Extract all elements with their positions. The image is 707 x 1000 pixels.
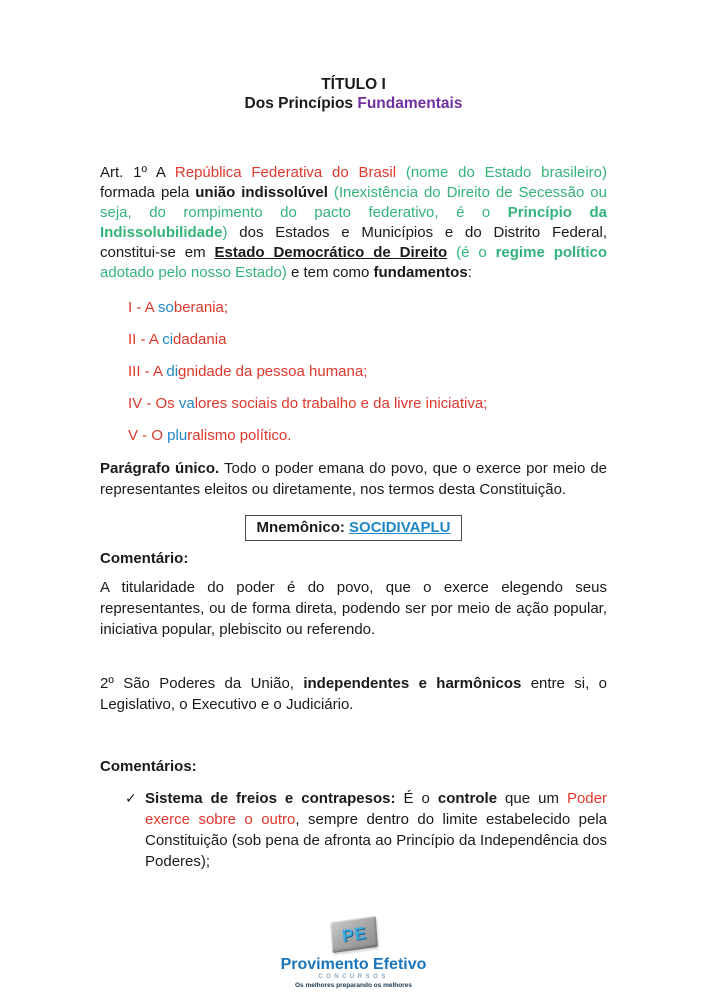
list-item	[128, 426, 607, 446]
text-run: :	[467, 264, 472, 281]
text-run: Princípio da Indissolubilidade	[100, 204, 607, 241]
text-run: Fundamentais	[357, 95, 463, 112]
text-run: formada pela	[100, 184, 196, 201]
text-run: dos Estados e Municípios e do Distrito Federal, constitui-se em	[100, 224, 607, 261]
text-run	[447, 244, 456, 261]
text-run: SOCIDIVAPLU	[349, 519, 451, 536]
text-run: Sistema de freios e contrapesos:	[145, 790, 396, 807]
text-run: que um	[497, 790, 567, 807]
text-run: II - A	[128, 331, 163, 348]
text-run: controle	[437, 790, 498, 807]
text-run: )	[222, 224, 228, 241]
text-run: entre si, o Legislativo, o Executivo e o Judiciário.	[100, 675, 608, 713]
text-run: união indissolúvel	[195, 184, 328, 201]
checkmark-icon: ✓	[125, 790, 137, 806]
comentarios-heading: Comentários:	[100, 758, 197, 775]
text-run: Todo o poder emana do povo, que o exerce por meio de representantes eleitos ou diretamente, nos termos desta Constituição.	[100, 460, 607, 498]
logo-subtitle: CONCURSOS	[318, 974, 389, 980]
text-run: regime político	[495, 244, 608, 261]
text-run: independentes e harmônicos	[303, 675, 522, 692]
text-run: ralismo político.	[187, 427, 292, 444]
text-run: III - A	[128, 363, 167, 380]
text-run: gnidade da pessoa humana;	[178, 363, 368, 380]
text-run: República Federativa do Brasil	[174, 164, 397, 181]
text-run: ci	[162, 331, 174, 348]
logo-tagline: Os melhores preparando os melhores	[294, 982, 413, 989]
page-subtitle	[100, 94, 607, 113]
title-block	[100, 75, 607, 113]
list-item	[128, 330, 607, 350]
page-title: TÍTULO I	[321, 76, 386, 93]
mnemonic-box	[245, 515, 463, 541]
list-item	[128, 362, 607, 382]
comentario-paragraph: A titularidade do poder é do povo, que o exerce elegendo seus representantes, ou de forma direta, podendo ser por meio de ação popular, iniciativa popular, plebiscito ou referendo.	[100, 579, 607, 638]
text-run: IV - Os	[128, 395, 179, 412]
comentario-heading: Comentário:	[100, 550, 189, 567]
text-run: plu	[167, 427, 188, 444]
text-run: Parágrafo único.	[100, 460, 220, 477]
article-2-paragraph	[100, 673, 607, 715]
text-run	[396, 164, 406, 181]
text-run: va	[178, 395, 195, 412]
text-run: 2º São Poderes da União,	[100, 675, 304, 692]
text-run: I - A	[128, 299, 159, 316]
text-run: V - O	[128, 427, 168, 444]
bullet-item	[125, 788, 607, 872]
text-run: berania;	[173, 299, 229, 316]
text-run: lores sociais do trabalho e da livre iniciativa;	[194, 395, 488, 412]
text-run: , sempre dentro do limite estabelecido pela Constituição (sob pena de afronta ao Princípio da Independência dos Poderes);	[145, 811, 608, 870]
logo-name: Provimento Efetivo	[280, 956, 427, 973]
text-run: Art. 1º A	[100, 164, 175, 181]
bullet-text	[145, 788, 607, 872]
text-run: Dos Princípios	[244, 95, 358, 112]
pe-logo-letters: PE	[339, 922, 367, 946]
list-item	[128, 394, 607, 414]
text-run: Estado Democrático de Direito	[214, 244, 448, 261]
text-run: fundamentos	[373, 264, 468, 281]
logo	[100, 919, 607, 989]
text-run: (é o	[456, 244, 496, 261]
text-run: Poder exerce sobre o outro	[145, 790, 607, 828]
text-run: É o	[395, 790, 438, 807]
text-run: dadania	[173, 331, 227, 348]
text-run: di	[166, 363, 179, 380]
paragrafo-unico	[100, 458, 607, 500]
text-run: adotado pelo nosso Estado)	[100, 264, 287, 281]
pe-logo-icon	[330, 916, 378, 953]
text-run: so	[158, 299, 174, 316]
fundamentos-list	[100, 298, 607, 446]
list-item	[128, 298, 607, 318]
text-run: (Inexistência do Direito de Secessão ou seja, do rompimento do pacto federativo, é o	[100, 184, 607, 221]
article-1-paragraph	[100, 163, 607, 283]
text-run: (nome do Estado brasileiro)	[405, 164, 607, 181]
text-run: Mnemônico:	[256, 519, 350, 536]
text-run: e tem como	[286, 264, 374, 281]
